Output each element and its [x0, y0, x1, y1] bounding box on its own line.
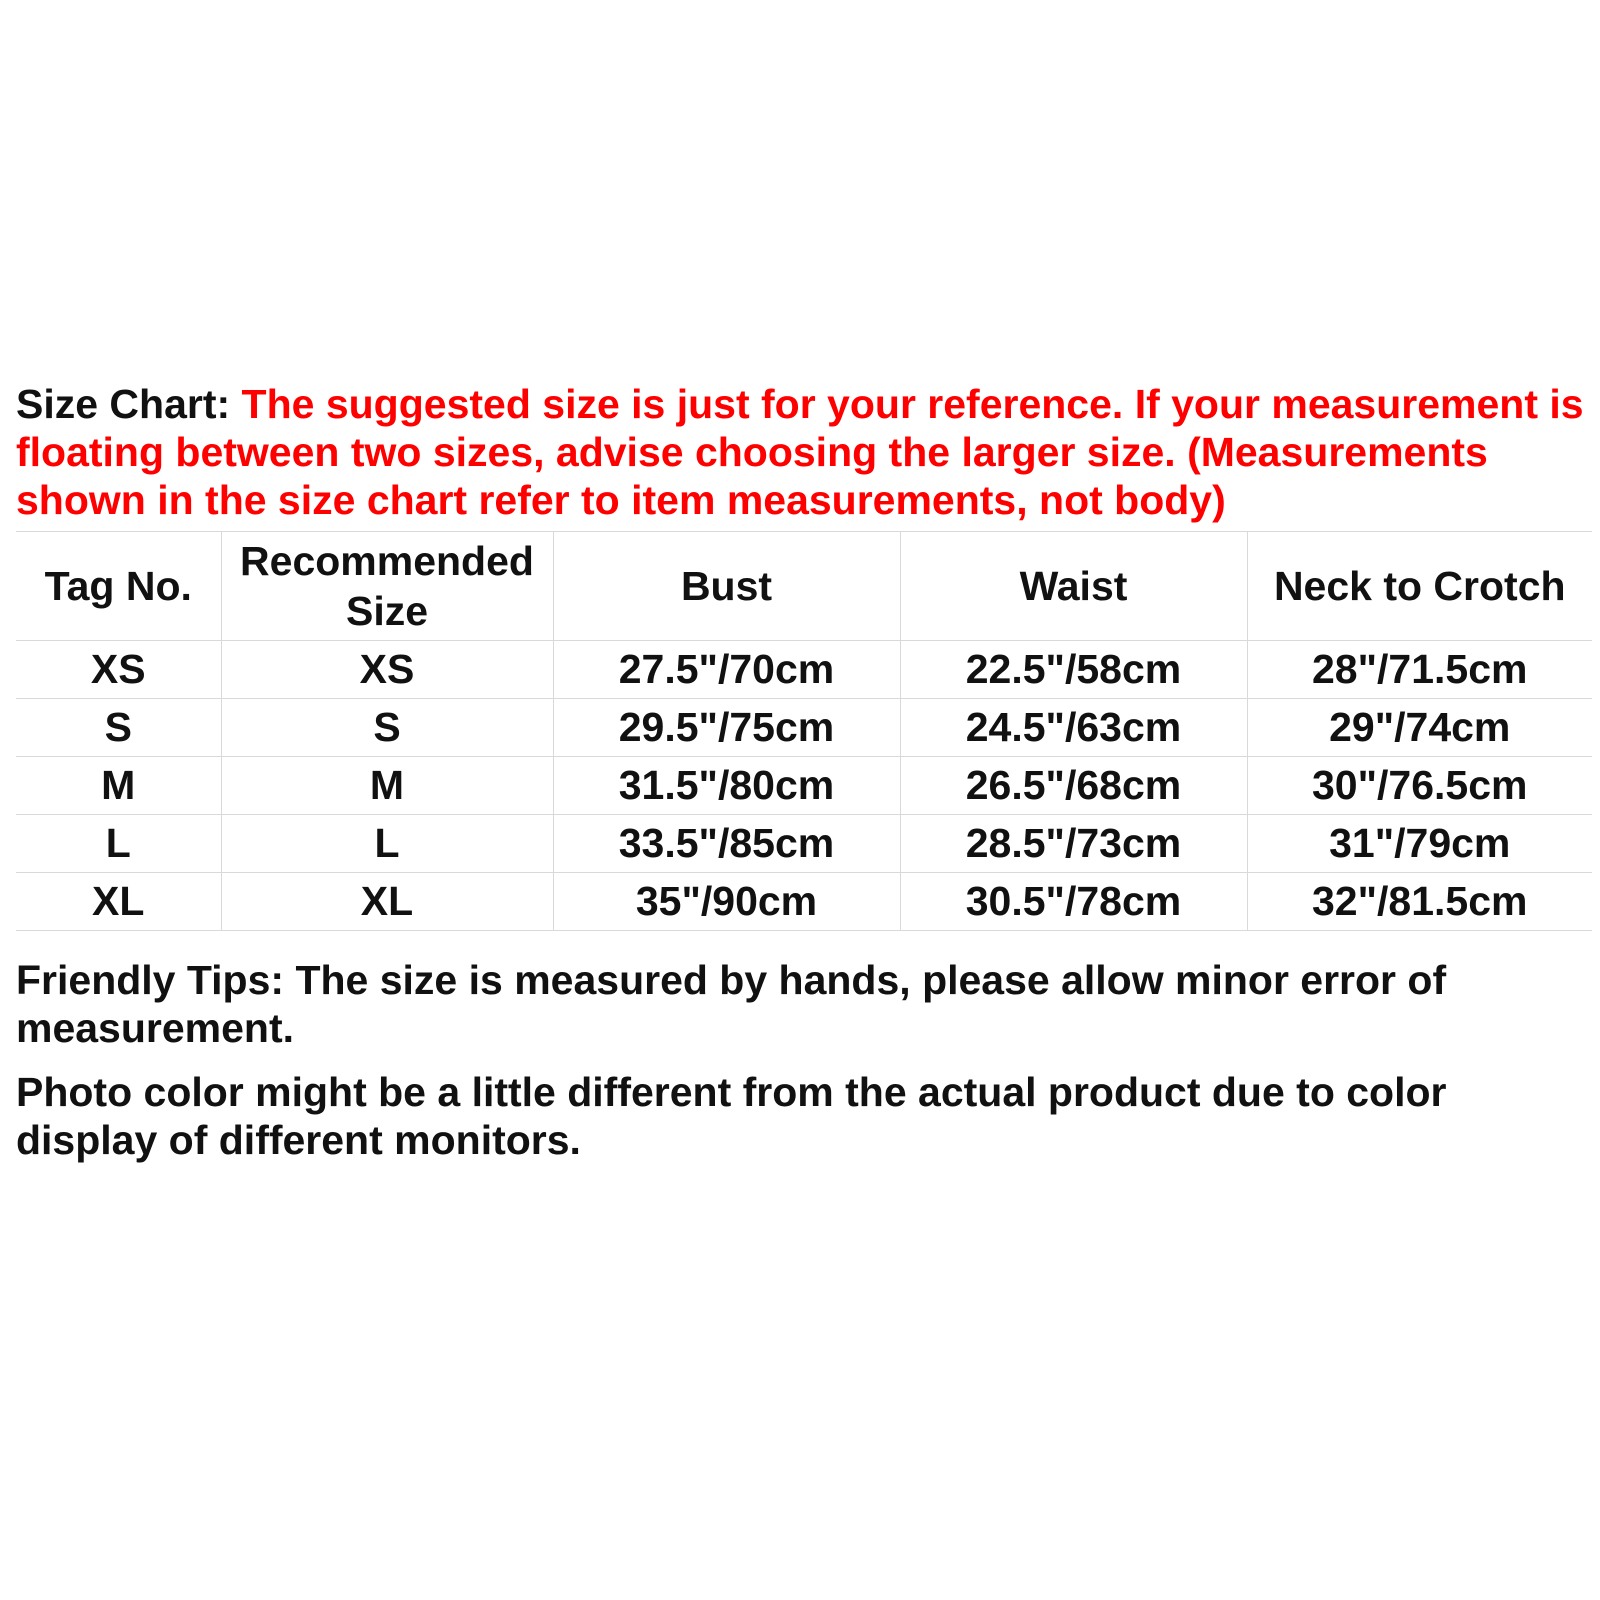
cell-tag-no: S	[16, 699, 221, 757]
table-row	[16, 641, 1592, 699]
color-disclaimer: Photo color might be a little different from the actual product due to color display of different monitors.	[16, 1069, 1447, 1163]
cell-bust: 29.5"/75cm	[553, 699, 900, 757]
table-row	[16, 699, 1592, 757]
table-row	[16, 815, 1592, 873]
size-chart-document	[16, 380, 1592, 1164]
cell-neck-to-crotch: 30"/76.5cm	[1247, 757, 1592, 815]
size-chart-label: Size Chart:	[16, 381, 242, 427]
cell-waist: 28.5"/73cm	[900, 815, 1247, 873]
cell-waist: 22.5"/58cm	[900, 641, 1247, 699]
cell-recommended-size: S	[221, 699, 553, 757]
cell-bust: 35"/90cm	[553, 873, 900, 931]
cell-recommended-size: M	[221, 757, 553, 815]
cell-neck-to-crotch: 32"/81.5cm	[1247, 873, 1592, 931]
cell-bust: 31.5"/80cm	[553, 757, 900, 815]
cell-recommended-size: XL	[221, 873, 553, 931]
header-tag-no: Tag No.	[16, 532, 221, 641]
header-recommended-size: Recommended Size	[221, 532, 553, 641]
table-row	[16, 757, 1592, 815]
header-neck-to-crotch: Neck to Crotch	[1247, 532, 1592, 641]
size-chart-intro	[16, 380, 1592, 524]
cell-bust: 27.5"/70cm	[553, 641, 900, 699]
cell-tag-no: L	[16, 815, 221, 873]
header-bust: Bust	[553, 532, 900, 641]
header-waist: Waist	[900, 532, 1247, 641]
size-reference-notice: The suggested size is just for your reference. If your measurement is floating between two sizes, advise choosing the larger size. (Measurements shown in the size chart refer to item measurements, not body)	[16, 381, 1584, 523]
cell-waist: 30.5"/78cm	[900, 873, 1247, 931]
cell-recommended-size: XS	[221, 641, 553, 699]
cell-recommended-size: L	[221, 815, 553, 873]
cell-waist: 26.5"/68cm	[900, 757, 1247, 815]
size-table	[16, 531, 1592, 931]
cell-tag-no: XL	[16, 873, 221, 931]
cell-neck-to-crotch: 28"/71.5cm	[1247, 641, 1592, 699]
cell-tag-no: XS	[16, 641, 221, 699]
table-row	[16, 873, 1592, 931]
table-header-row	[16, 532, 1592, 641]
cell-tag-no: M	[16, 757, 221, 815]
cell-neck-to-crotch: 29"/74cm	[1247, 699, 1592, 757]
cell-waist: 24.5"/63cm	[900, 699, 1247, 757]
friendly-tip: Friendly Tips: The size is measured by hands, please allow minor error of measurement.	[16, 957, 1447, 1051]
cell-neck-to-crotch: 31"/79cm	[1247, 815, 1592, 873]
cell-bust: 33.5"/85cm	[553, 815, 900, 873]
